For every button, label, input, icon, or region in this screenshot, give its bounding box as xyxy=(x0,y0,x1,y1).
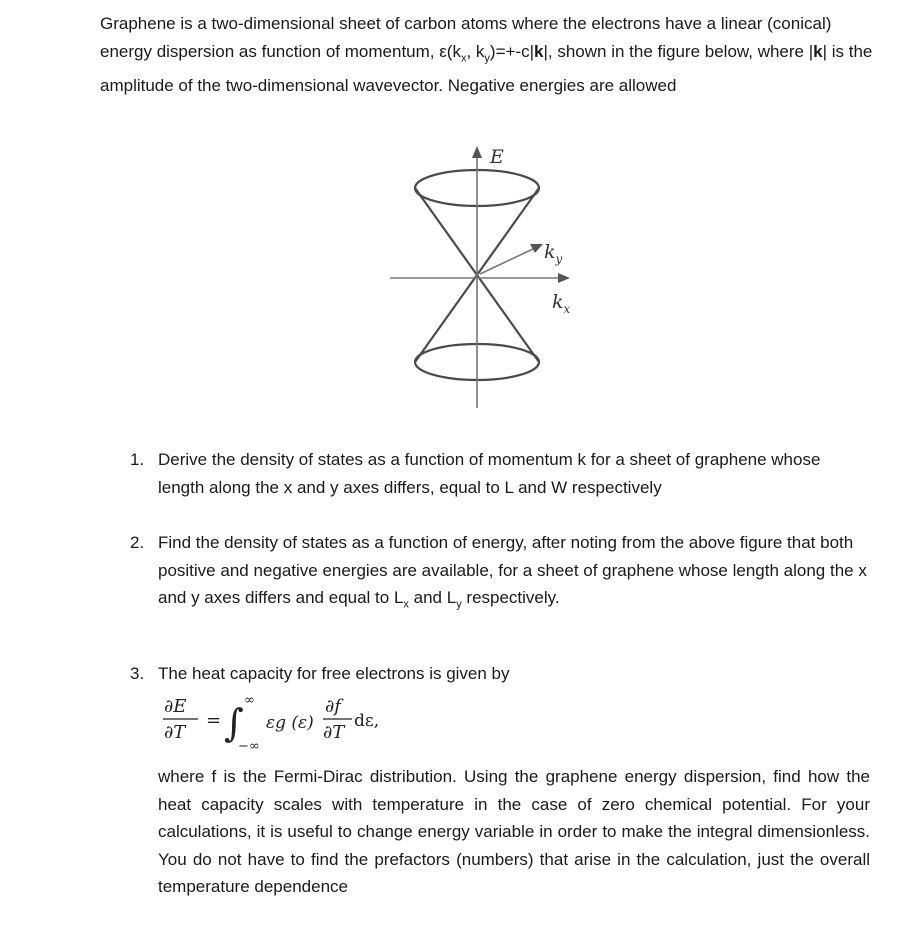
question-3 xyxy=(130,660,870,688)
lower-cone-left-edge xyxy=(415,275,477,362)
ky-axis-arrow xyxy=(530,244,543,253)
question-text: Find the density of states as a function of energy, after noting from the above figure that both positive and negative energies are available, for a sheet of graphene whose length along the x and y axes differs and equal to $L_x$ and $L_y$ respectively. xyxy=(158,533,867,611)
equals-sign: = xyxy=(206,710,222,731)
question-text: The heat capacity for free electrons is given by xyxy=(158,664,510,683)
lower-limit: −∞ xyxy=(238,739,260,754)
heat-capacity-formula xyxy=(160,690,420,755)
lhs-numerator: ∂E xyxy=(164,696,187,717)
lhs-denominator: ∂T xyxy=(164,722,186,743)
integrand: εg (ε) xyxy=(266,713,314,733)
df-numerator: ∂f xyxy=(325,696,341,717)
question-text: Derive the density of states as a function of momentum k for a sheet of graphene whose length along the x and y axes differs, equal to L and W respectively xyxy=(158,450,821,497)
followup-text: where f is the Fermi-Dirac distribution. Using the graphene energy dispersion, find how the heat capacity scales with temperature in the case of zero chemical potential. For your calculations, it is useful to change energy variable in order to make the integral dimensionless. You do not have to find the prefactors (numbers) that arise in the calculation, just the overall temperature dependence xyxy=(158,767,870,896)
question-number: 3. xyxy=(130,664,145,683)
lower-cone-right-edge xyxy=(477,275,539,362)
intro-paragraph: Graphene is a two-dimensional sheet of carbon atoms where the electrons have a linear (conical) energy dispersion as function of momentum, $\varepsilon(k_x$, $k_y)=+-c|k|$, shown in the figure below, where |k| is the amplitude of the two-dimensional wavevector. Negative energies are allowed xyxy=(100,14,873,96)
upper-limit: ∞ xyxy=(244,693,255,708)
question-3-followup xyxy=(130,763,870,901)
upper-cone-right-edge xyxy=(477,188,539,275)
integral-sign: ∫ xyxy=(224,701,244,745)
question-number: 1. xyxy=(130,450,145,469)
question-number: 2. xyxy=(130,533,145,552)
question-2 xyxy=(130,529,870,619)
label-kx: $k_x$ xyxy=(552,291,571,316)
kx-axis-arrow xyxy=(558,273,570,283)
differential: dε, xyxy=(354,711,380,731)
energy-axis-arrow xyxy=(472,146,482,158)
dispersion-cone-figure xyxy=(380,140,580,415)
df-denominator: ∂T xyxy=(323,722,345,743)
label-ky: $k_y$ xyxy=(544,241,563,266)
label-E: E xyxy=(490,146,504,168)
question-1 xyxy=(130,446,870,501)
upper-cone-left-edge xyxy=(415,188,477,275)
